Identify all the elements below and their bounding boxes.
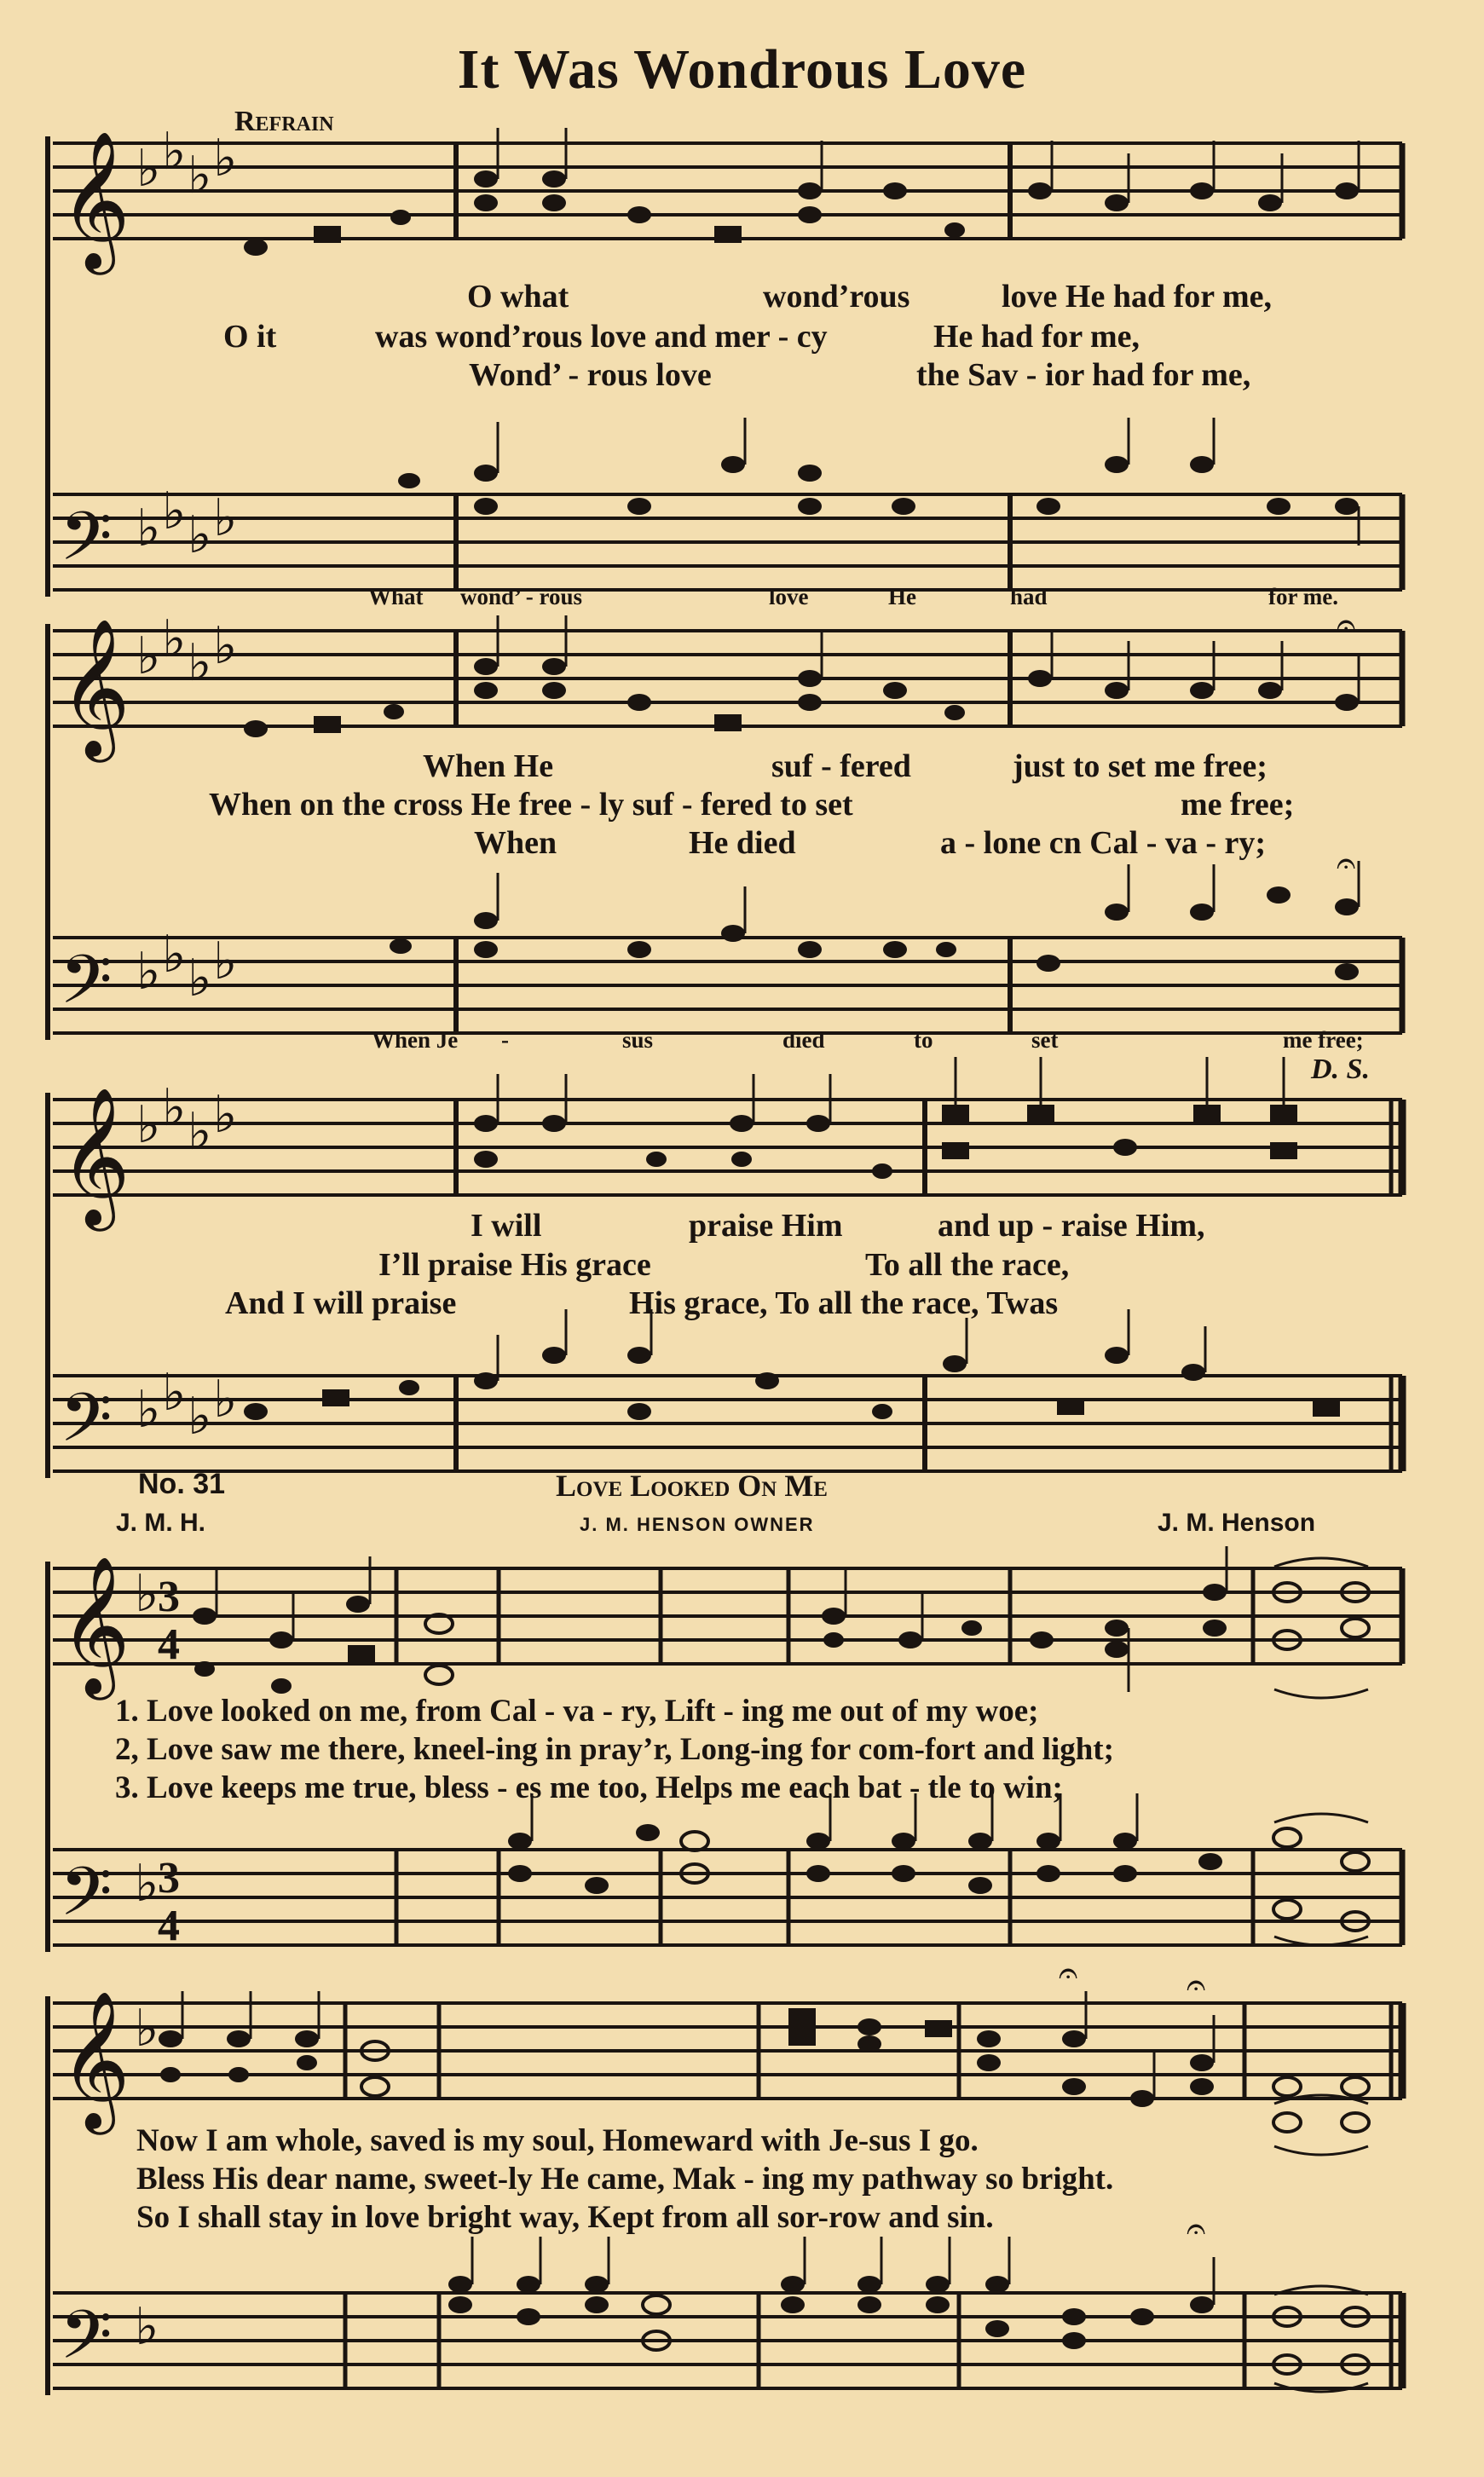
svg-text:♭: ♭ [213,1370,238,1429]
s2-l2-a: When on the cross He free - ly suf - fered to set [209,787,853,823]
song2-title: Love Looked On Me [556,1469,828,1503]
svg-text:♭: ♭ [162,609,187,669]
svg-text:♭: ♭ [162,1078,187,1138]
refrain-label: Refrain [234,106,334,137]
s1-bass-0: What [368,584,424,609]
song1-title: It Was Wondrous Love [457,38,1027,101]
s1-l2-b: was wond’rous love and mer - cy [375,319,828,355]
s1-l1-b: wond’rous [763,279,910,315]
s2-l2-b: me free; [1181,787,1295,823]
s2-l1-c: just to set me free; [1013,748,1267,784]
s2-l3-c: a - lone cn Cal - va - ry; [940,825,1267,861]
s2-l3-a: When [474,825,557,861]
s1-l2-c: He had for me, [933,319,1140,355]
s3-l3-b: His grace, To all the race, Twas [629,1285,1059,1321]
svg-text:𝄢: 𝄢 [60,940,113,1036]
song2-verse1-b: Now I am whole, saved is my soul, Homeward with Je-sus I go. [136,2123,979,2158]
svg-text:𝄐: 𝄐 [1337,844,1356,883]
s1-bass-2: love [769,584,809,609]
svg-text:♭: ♭ [188,505,212,565]
svg-text:♭: ♭ [213,129,238,188]
s2-bass-5: set [1031,1027,1059,1053]
s3-l3-a: And I will praise [225,1285,457,1321]
svg-text:♭: ♭ [135,2297,159,2357]
svg-text:♭: ♭ [188,146,212,205]
svg-text:♭: ♭ [136,626,161,686]
svg-text:𝄢: 𝄢 [60,497,113,592]
s1-bass-5: for me. [1268,584,1338,609]
s1-l3-a: Wond’ - rous love [469,357,712,393]
song2-number: No. 31 [138,1468,226,1500]
s2-bass-4: to [914,1027,933,1053]
song2-verse1-a: 1. Love looked on me, from Cal - va - ry, Lift - ing me out of my woe; [115,1694,1039,1729]
s2-bass-0: When Je [372,1027,459,1053]
song2-words-credit: J. M. H. [116,1509,206,1537]
s1-l2-a: O it [223,319,277,355]
svg-text:♭: ♭ [188,1387,212,1446]
svg-text:𝄐: 𝄐 [1337,605,1356,644]
svg-text:𝄐: 𝄐 [1187,1966,1206,2005]
svg-text:𝄞: 𝄞 [60,1556,130,1695]
s3-l2-b: To all the race, [865,1247,1070,1283]
svg-text:♭: ♭ [213,1085,238,1145]
svg-text:♭: ♭ [136,1380,161,1440]
svg-text:♭: ♭ [162,925,187,984]
svg-text:𝄞: 𝄞 [60,1087,130,1226]
s2-l3-b: He died [689,825,796,861]
song2-time-top-bass: 3 [158,1854,180,1902]
svg-text:𝄐: 𝄐 [1059,1954,1078,1993]
s3-l2-a: I’ll praise His grace [378,1247,651,1283]
s1-l1-c: love He had for me, [1002,279,1272,315]
song2-verse2-a: 2, Love saw me there, kneel-ing in pray’r, Long-ing for com-fort and light; [115,1732,1114,1767]
svg-text:𝄐: 𝄐 [1187,2209,1206,2249]
s3-l1-c: and up - raise Him, [938,1208,1205,1244]
svg-text:♭: ♭ [135,1999,159,2058]
svg-text:♭: ♭ [162,122,187,182]
s1-l3-b: the Sav - ior had for me, [916,357,1251,393]
s1-bass-1: wond’ - rous [460,584,583,609]
svg-text:♭: ♭ [136,942,161,1002]
svg-text:𝄢: 𝄢 [60,1852,113,1948]
svg-text:𝄢: 𝄢 [60,2295,113,2391]
s1-l1-a: O what [467,279,569,315]
s2-bass-3: died [782,1027,825,1053]
svg-text:♭: ♭ [162,482,187,541]
s1-bass-4: had [1010,584,1048,609]
ds-marking: D. S. [1311,1054,1370,1085]
svg-text:♭: ♭ [213,616,238,676]
svg-text:𝄞: 𝄞 [60,1990,130,2129]
svg-text:♭: ♭ [213,488,238,548]
s2-bass-1: - [501,1027,509,1053]
svg-text:♭: ♭ [136,139,161,199]
song2-time-bottom-treble: 4 [158,1620,180,1669]
s2-bass-2: sus [622,1027,654,1053]
svg-text:♭: ♭ [135,1854,159,1914]
s2-bass-6: me free; [1283,1027,1364,1053]
song2-time-bottom-bass: 4 [158,1902,180,1950]
svg-text:♭: ♭ [136,499,161,558]
s3-l1-b: praise Him [689,1208,843,1244]
s1-bass-3: He [888,584,916,609]
s2-l1-b: suf - fered [771,748,911,784]
svg-text:♭: ♭ [188,949,212,1008]
song2-time-top-treble: 3 [158,1573,180,1621]
svg-text:♭: ♭ [135,1564,159,1624]
song2-owner: J. M. HENSON OWNER [580,1514,815,1535]
song2-music-credit: J. M. Henson [1158,1509,1316,1537]
s3-l1-a: I will [471,1208,542,1244]
svg-text:♭: ♭ [162,1363,187,1423]
svg-text:𝄞: 𝄞 [60,130,130,269]
svg-text:♭: ♭ [213,932,238,991]
song2-verse2-b: Bless His dear name, sweet-ly He came, Mak - ing my pathway so bright. [136,2162,1114,2197]
svg-text:♭: ♭ [136,1095,161,1155]
s2-l1-a: When He [423,748,554,784]
svg-text:𝄞: 𝄞 [60,618,130,757]
svg-text:𝄢: 𝄢 [60,1378,113,1474]
svg-text:♭: ♭ [188,633,212,693]
song2-verse3-a: 3. Love keeps me true, bless - es me too, Helps me each bat - tle to win; [115,1770,1063,1805]
svg-text:♭: ♭ [188,1102,212,1162]
song2-verse3-b: So I shall stay in love bright way, Kept from all sor-row and sin. [136,2200,994,2235]
